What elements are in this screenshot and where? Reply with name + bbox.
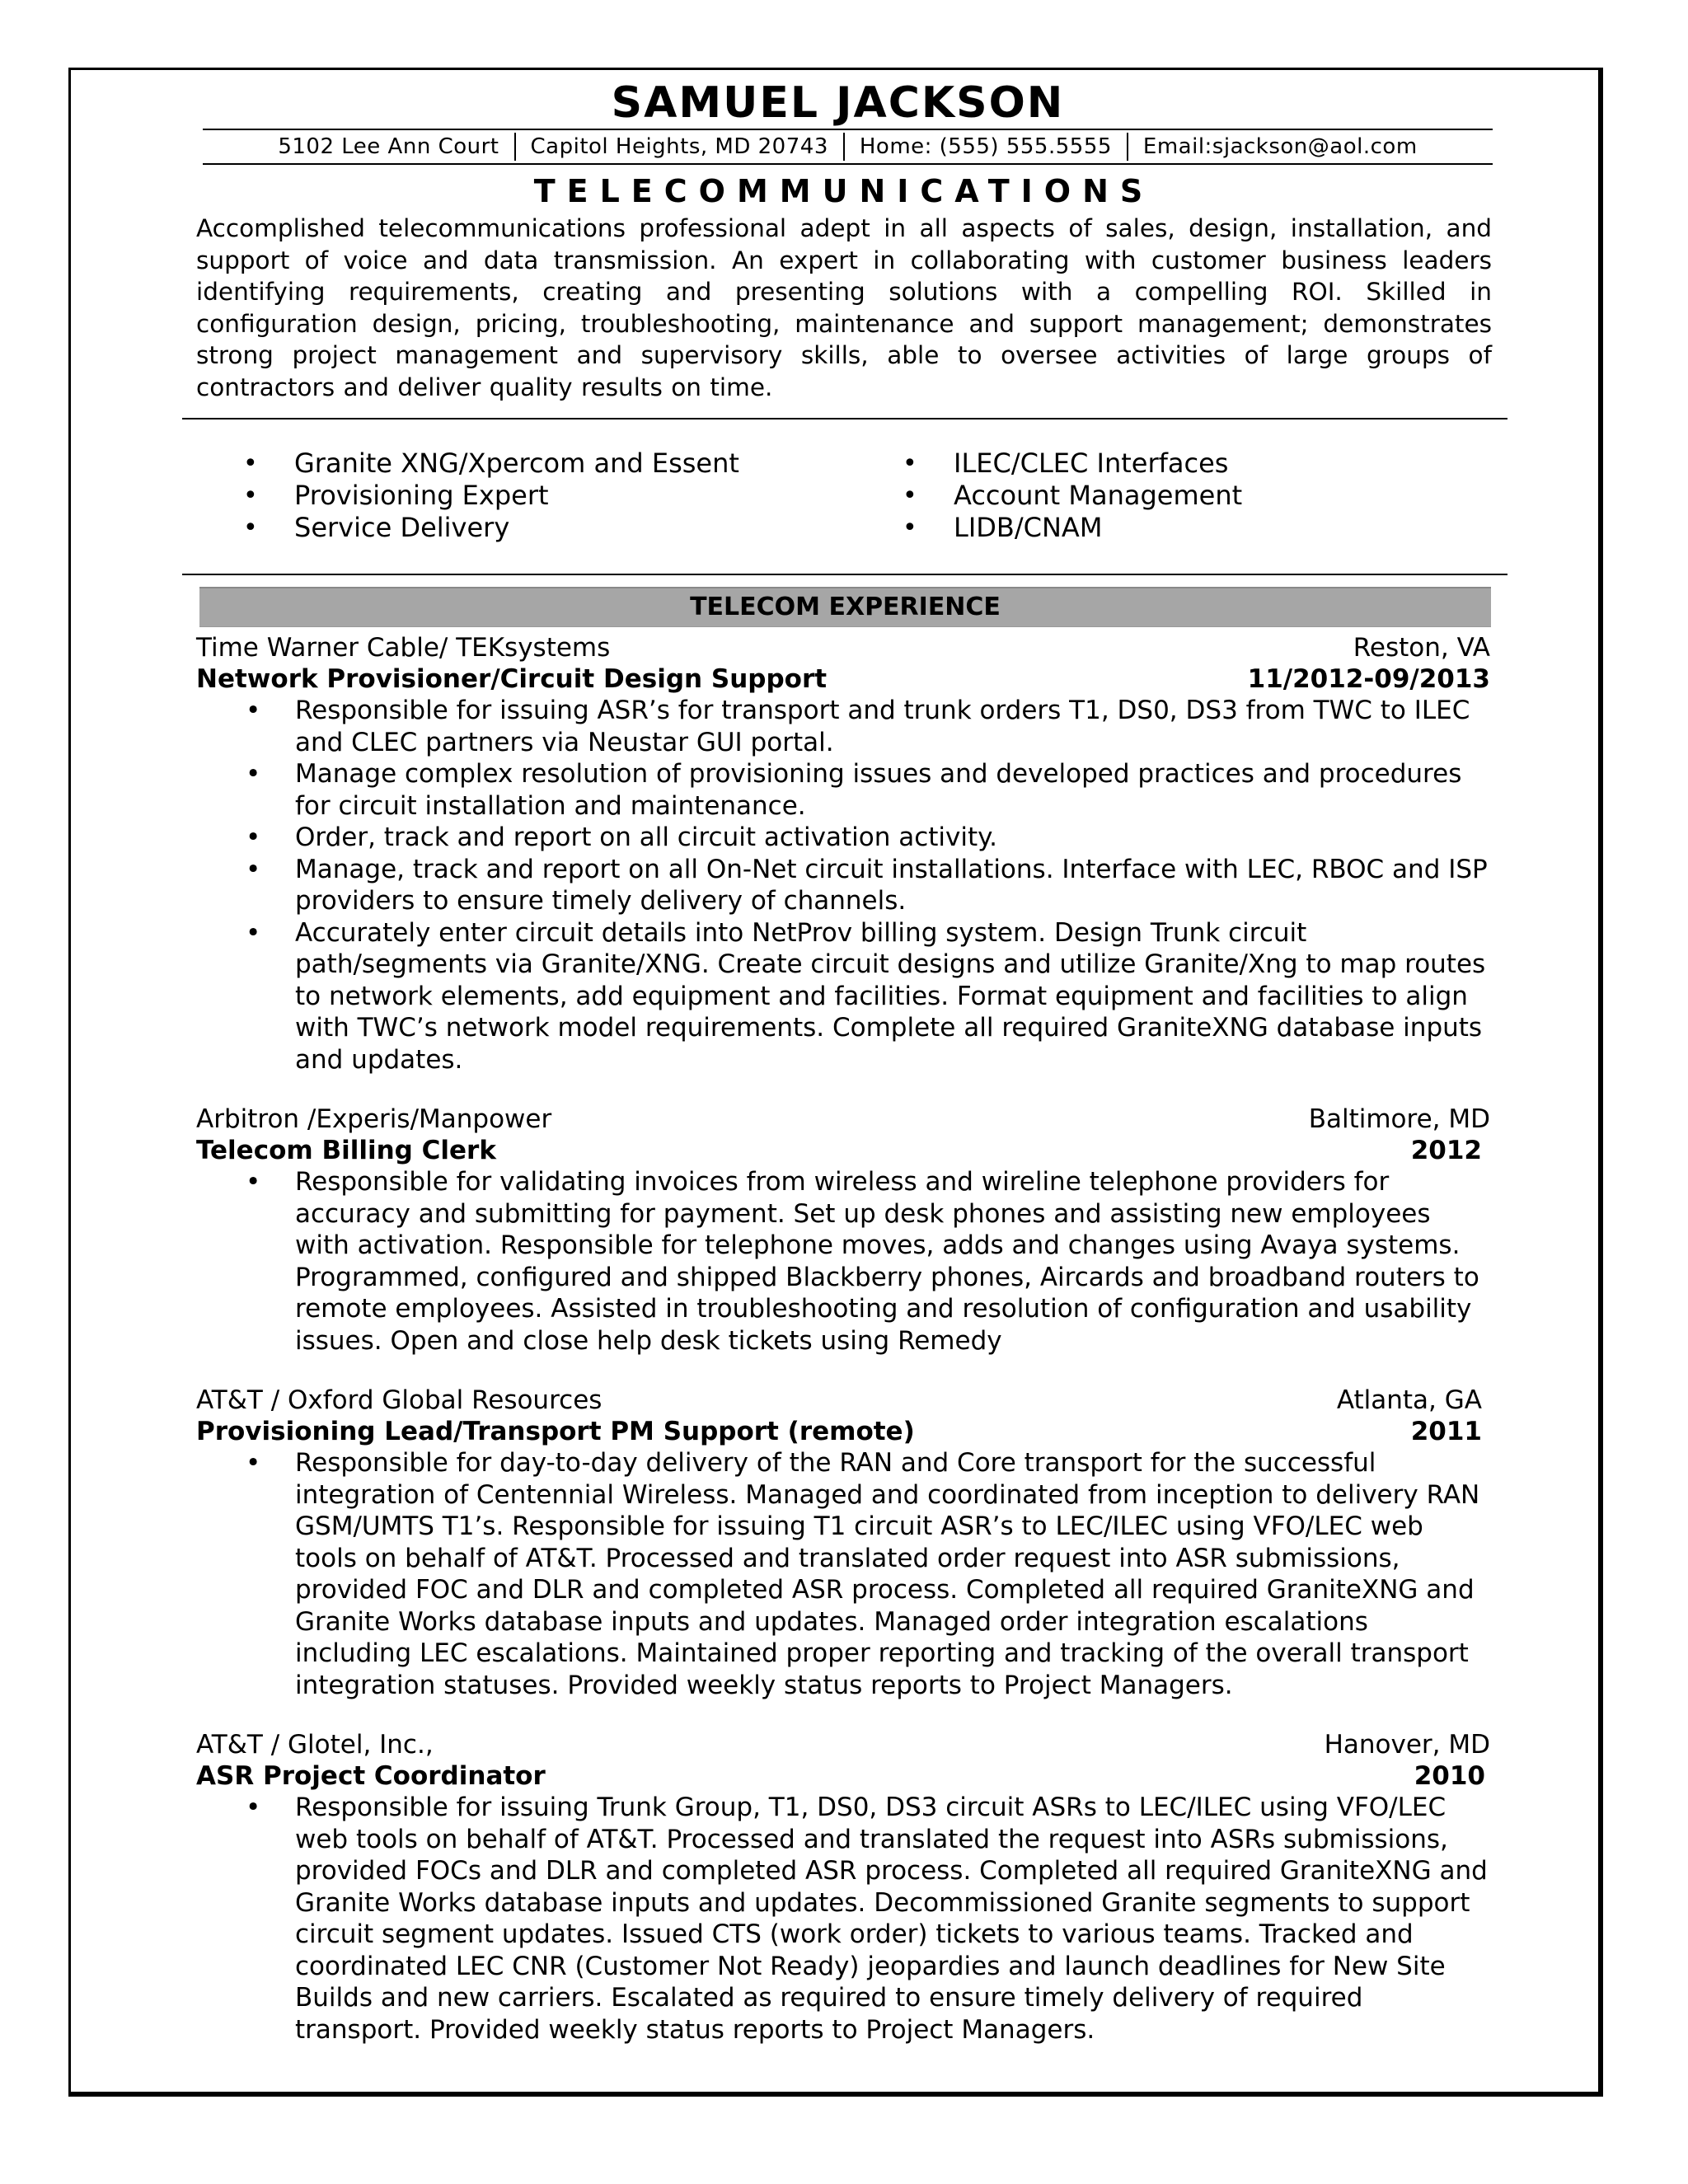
job-role-row <box>196 1135 1492 1166</box>
job-dates: 2012 <box>1410 1136 1482 1165</box>
divider-line <box>182 574 1507 575</box>
job-bullets <box>196 1792 1492 2046</box>
contact-divider <box>514 133 516 161</box>
job-company-row <box>196 632 1492 663</box>
job-bullet: • Order, track and report on all circuit activation activity. <box>196 822 1492 854</box>
job-bullets <box>196 1166 1492 1357</box>
candidate-name: SAMUEL JACKSON <box>611 78 1065 128</box>
job-bullet: • Responsible for validating invoices from wireless and wireline telephone providers for accuracy and submitting for payment. Set up desk phones and assisting new employees with activation. Responsible for telephone moves, adds and changes using Avaya systems. Programmed, configured and shipped Blackberry phones, Aircards and broadband routers to remote employees. Assisted in troubleshooting and resolution of configuration and usability issues. Open and close help desk tickets using Remedy <box>196 1166 1492 1357</box>
job-role: ASR Project Coordinator <box>196 1761 546 1791</box>
skill-item: • ILEC/CLEC Interfaces <box>903 448 1479 480</box>
job-bullet: • Manage complex resolution of provisioning issues and developed practices and procedures for circuit installation and maintenance. <box>196 758 1492 822</box>
skill-item: • Account Management <box>903 480 1479 512</box>
contact-divider <box>1127 133 1128 161</box>
experience-heading: TELECOM EXPERIENCE <box>199 587 1491 627</box>
job-entry <box>196 1385 1492 1701</box>
job-bullet: • Responsible for issuing Trunk Group, T1, DS0, DS3 circuit ASRs to LEC/ILEC using VFO/LEC web tools on behalf of AT&T. Processed and translated the request into ASRs submissions, provided FOCs and DLR and completed ASR process. Completed all required GraniteXNG and Granite Works database inputs and updates. Decommissioned Granite segments to support circuit segment updates. Issued CTS (work order) tickets to various teams. Tracked and coordinated LEC CNR (Customer Not Ready) jeopardies and launch deadlines for New Site Builds and new carriers. Escalated as required to ensure timely delivery of required transport. Provided weekly status reports to Project Managers. <box>196 1792 1492 2046</box>
job-role-row <box>196 1416 1492 1447</box>
job-location: Hanover, MD <box>1324 1730 1490 1760</box>
job-entry <box>196 1104 1492 1357</box>
contact-divider <box>843 133 845 161</box>
job-role: Provisioning Lead/Transport PM Support (remote) <box>196 1417 915 1446</box>
job-role-row <box>196 663 1492 695</box>
job-role: Network Provisioner/Circuit Design Support <box>196 664 828 694</box>
job-location: Atlanta, GA <box>1336 1385 1482 1415</box>
job-location: Reston, VA <box>1353 633 1490 663</box>
job-dates: 2011 <box>1410 1417 1482 1446</box>
skills-list <box>243 448 1492 544</box>
job-company: Arbitron /Experis/Manpower <box>196 1104 552 1134</box>
job-company-row <box>196 1385 1492 1416</box>
job-location: Baltimore, MD <box>1308 1104 1490 1134</box>
job-bullet: • Accurately enter circuit details into NetProv billing system. Design Trunk circuit path/segments via Granite/XNG. Create circuit designs and utilize Granite/Xng to map routes to network elements, add equipment and facilities. Format equipment and facilities to align with TWC’s network model requirements. Complete all required GraniteXNG database inputs and updates. <box>196 917 1492 1076</box>
skill-item: • Service Delivery <box>243 512 903 544</box>
resume <box>196 74 1492 2046</box>
job-entry <box>196 632 1492 1076</box>
city-state-zip: Capitol Heights, MD 20743 <box>530 134 828 159</box>
contact-line <box>203 129 1493 165</box>
job-bullet: • Manage, track and report on all On-Net circuit installations. Interface with LEC, RBOC and ISP providers to ensure timely delivery of channels. <box>196 854 1492 917</box>
job-role: Telecom Billing Clerk <box>196 1136 496 1165</box>
job-bullets <box>196 1447 1492 1701</box>
job-company: AT&T / Glotel, Inc., <box>196 1730 434 1760</box>
job-bullets <box>196 695 1492 1076</box>
job-dates: 11/2012-09/2013 <box>1247 664 1490 694</box>
divider-line <box>182 418 1507 419</box>
job-role-row <box>196 1760 1492 1792</box>
job-dates: 2010 <box>1414 1761 1485 1791</box>
email: Email:sjackson@aol.com <box>1142 134 1418 159</box>
job-bullet: • Responsible for issuing ASR’s for transport and trunk orders T1, DS0, DS3 from TWC to ILEC and CLEC partners via Neustar GUI portal. <box>196 695 1492 758</box>
job-entry <box>196 1729 1492 2046</box>
address: 5102 Lee Ann Court <box>278 134 499 159</box>
job-company: AT&T / Oxford Global Resources <box>196 1385 603 1415</box>
profile-heading: TELECOMMUNICATIONS <box>533 173 1155 209</box>
job-company-row <box>196 1729 1492 1760</box>
profile-summary: Accomplished telecommunications professional adept in all aspects of sales, design, installation, and support of voice and data transmission. An expert in collaborating with customer business leaders identifying requirements, creating and presenting solutions with a compelling ROI. Skilled in configuration design, pricing, troubleshooting, maintenance and support management; demonstrates strong project management and supervisory skills, able to oversee activities of large groups of contractors and deliver quality results on time. <box>196 214 1492 401</box>
skill-item: • Granite XNG/Xpercom and Essent <box>243 448 903 480</box>
job-company: Time Warner Cable/ TEKsystems <box>196 633 611 663</box>
skill-item: • Provisioning Expert <box>243 480 903 512</box>
skills-column-left <box>243 448 903 544</box>
job-bullet: • Responsible for day-to-day delivery of the RAN and Core transport for the successful integration of Centennial Wireless. Managed and coordinated from inception to delivery RAN GSM/UMTS T1’s. Responsible for issuing T1 circuit ASR’s to LEC/ILEC using VFO/LEC web tools on behalf of AT&T. Processed and translated order request into ASR submissions, provided FOC and DLR and completed ASR process. Completed all required GraniteXNG and Granite Works database inputs and updates. Managed order integration escalations including LEC escalations. Maintained proper reporting and tracking of the overall transport integration statuses. Provided weekly status reports to Project Managers. <box>196 1447 1492 1701</box>
skills-column-right <box>903 448 1479 544</box>
job-company-row <box>196 1104 1492 1135</box>
phone: Home: (555) 555.5555 <box>859 134 1112 159</box>
skill-item: • LIDB/CNAM <box>903 512 1479 544</box>
